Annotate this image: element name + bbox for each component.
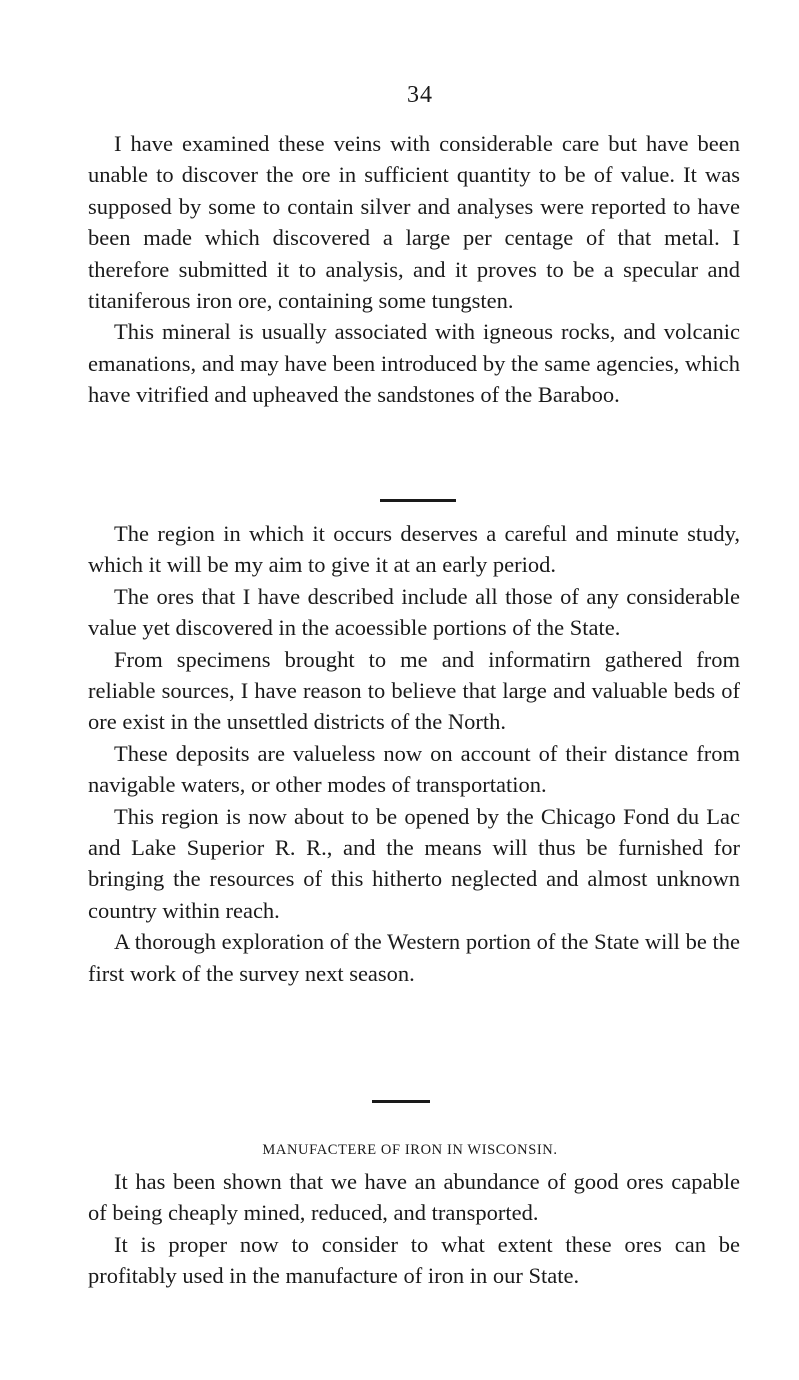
page-number: 34 <box>407 82 433 108</box>
paragraph: It has been shown that we have an abundance of good ores capable of being cheaply mined, reduced, and transported. <box>88 1169 740 1226</box>
text-block-region <box>88 518 740 989</box>
paragraph: This region is now about to be opened by the Chicago Fond du Lac and Lake Superior R. R., and the means will thus be furnished for bringing the resources of this hitherto neglected and almost unknown country within reach. <box>88 803 740 923</box>
paragraph: I have examined these veins with considerable care but have been unable to discover the ore in sufficient quantity to be of value. It was supposed by some to contain silver and analyses were reported to have been made which discovered a large per centage of that metal. I therefore submitted it to analysis, and it proves to be a specular and titaniferous iron ore, containing some tungsten. <box>88 131 740 314</box>
section-divider <box>372 1100 430 1103</box>
paragraph: This mineral is usually associated with igneous rocks, and volcanic emanations, and may have been introduced by the same agencies, which have vitrified and upheaved the sandstones of the Baraboo. <box>88 319 740 408</box>
paragraph: The ores that I have described include all those of any considerable value yet discovered in the acoessible portions of the State. <box>88 583 740 641</box>
paragraph: The region in which it occurs deserves a careful and minute study, which it will be my aim to give it at an early period. <box>88 521 740 578</box>
section-heading: MANUFACTERE OF IRON IN WISCONSIN. <box>262 1142 558 1158</box>
paragraph: A thorough exploration of the Western portion of the State will be the first work of the survey next season. <box>88 929 740 986</box>
text-block-veins <box>88 128 740 411</box>
text-block-manufacture <box>88 1166 740 1292</box>
section-divider <box>380 499 456 502</box>
paragraph: It is proper now to consider to what extent these ores can be profitably used in the manufacture of iron in our State. <box>88 1231 740 1289</box>
paragraph: From specimens brought to me and informatirn gathered from reliable sources, I have reason to believe that large and valuable beds of ore exist in the unsettled districts of the North. <box>88 646 740 735</box>
paragraph: These deposits are valueless now on account of their distance from navigable waters, or other modes of transportation. <box>88 740 740 798</box>
